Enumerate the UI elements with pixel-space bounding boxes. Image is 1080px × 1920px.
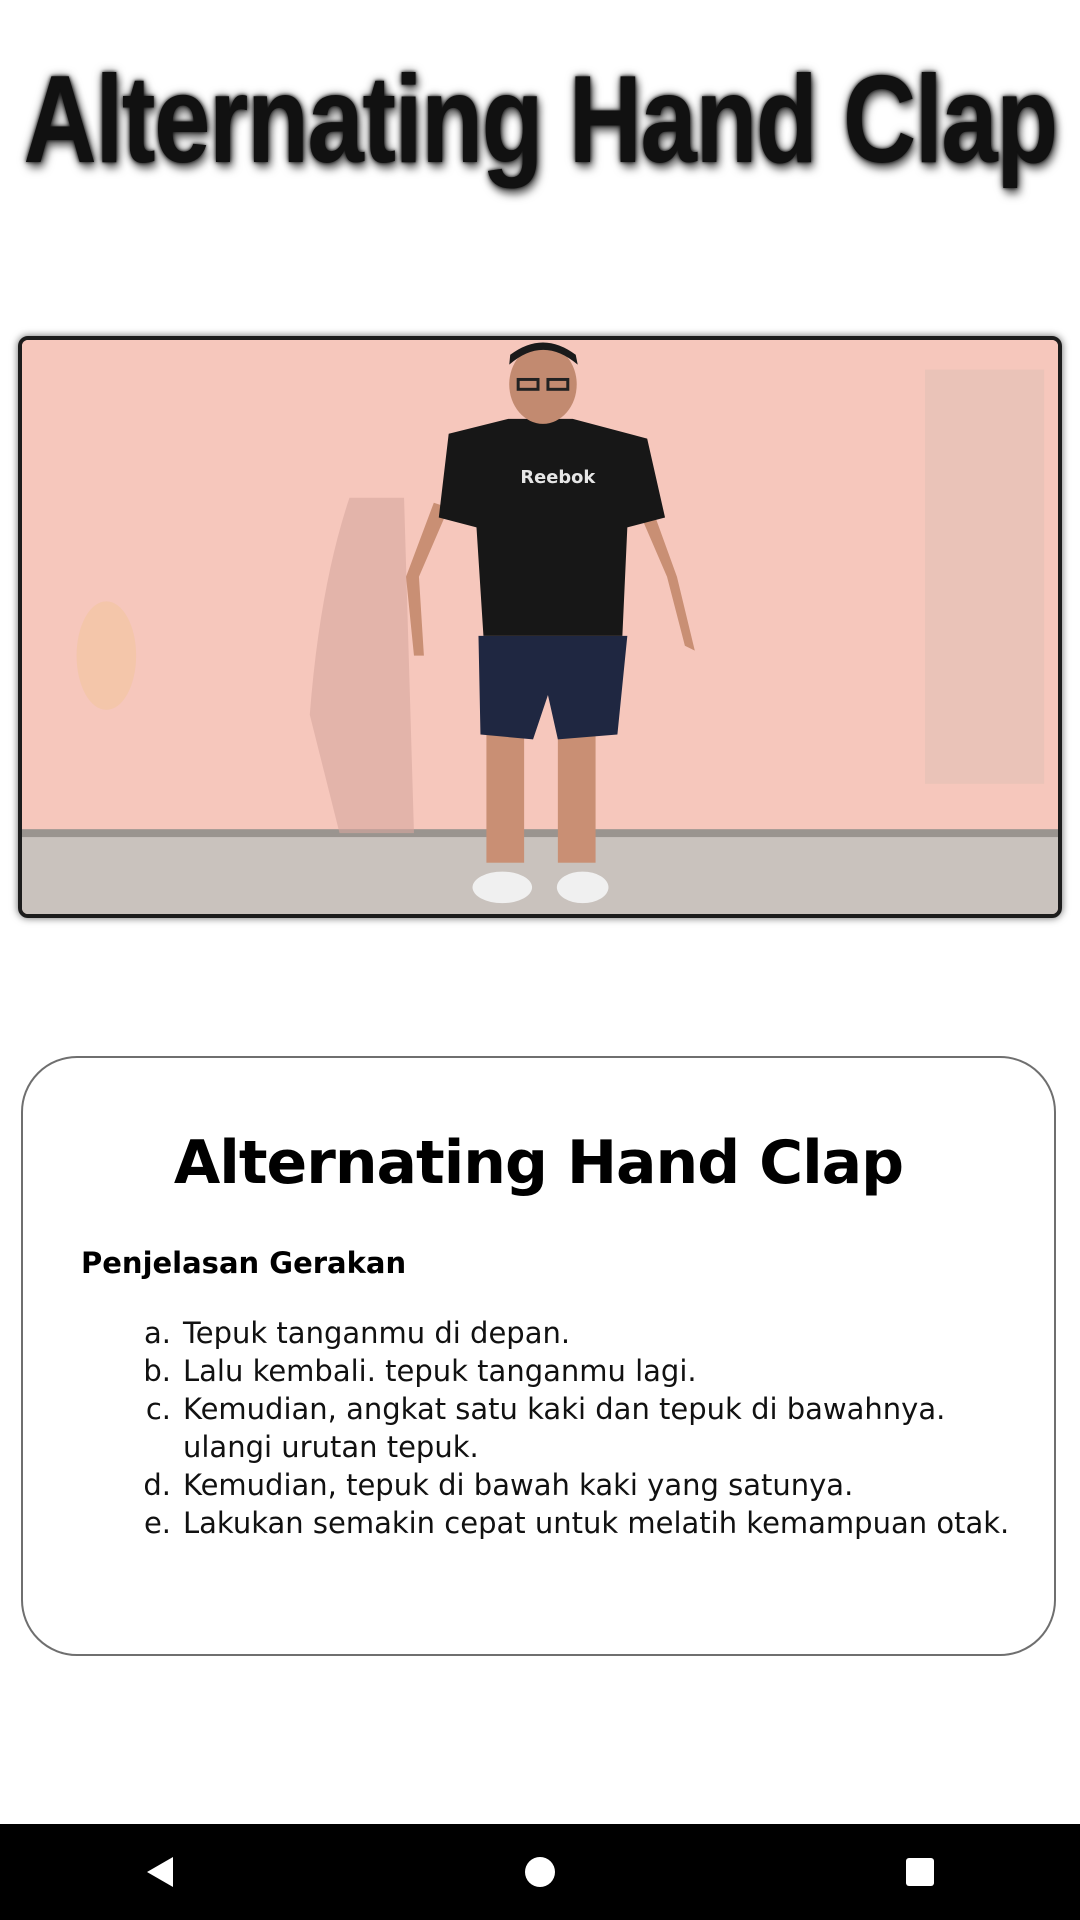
list-item-text: Lalu kembali. tepuk tanganmu lagi. xyxy=(183,1354,697,1388)
exercise-info-card xyxy=(21,1056,1056,1656)
shirt-logo: Reebok xyxy=(520,467,596,488)
list-marker: a. xyxy=(144,1316,171,1350)
list-item xyxy=(127,1504,1027,1542)
home-button[interactable] xyxy=(510,1842,570,1902)
recents-square-icon xyxy=(906,1858,934,1886)
system-navigation-bar xyxy=(0,1824,1080,1920)
list-marker: e. xyxy=(143,1506,171,1540)
list-item xyxy=(127,1314,1027,1352)
list-item-text: Lakukan semakin cepat untuk melatih kemampuan otak. xyxy=(183,1506,1010,1540)
list-marker: b. xyxy=(143,1354,171,1388)
section-label: Penjelasan Gerakan xyxy=(81,1246,407,1280)
recents-button[interactable] xyxy=(890,1842,950,1902)
back-button[interactable] xyxy=(130,1842,190,1902)
page-title: Alternating Hand Clap xyxy=(23,51,1057,189)
list-marker: c. xyxy=(145,1392,171,1426)
list-item-text: Kemudian, tepuk di bawah kaki yang satunya. xyxy=(183,1468,854,1502)
exercise-video-image xyxy=(22,340,1058,914)
list-item-text: Tepuk tanganmu di depan. xyxy=(183,1316,571,1350)
home-circle-icon xyxy=(525,1857,555,1887)
list-item-text: Kemudian, angkat satu kaki dan tepuk di bawahnya. ulangi urutan tepuk. xyxy=(183,1392,946,1464)
list-item xyxy=(127,1466,1027,1504)
exercise-video[interactable] xyxy=(18,336,1062,918)
card-title: Alternating Hand Clap xyxy=(173,1128,904,1198)
list-item xyxy=(127,1352,1027,1390)
page-header xyxy=(0,40,1080,200)
back-triangle-icon xyxy=(147,1857,173,1887)
steps-list xyxy=(127,1314,1027,1542)
list-marker: d. xyxy=(143,1468,171,1502)
list-item xyxy=(127,1390,1027,1466)
